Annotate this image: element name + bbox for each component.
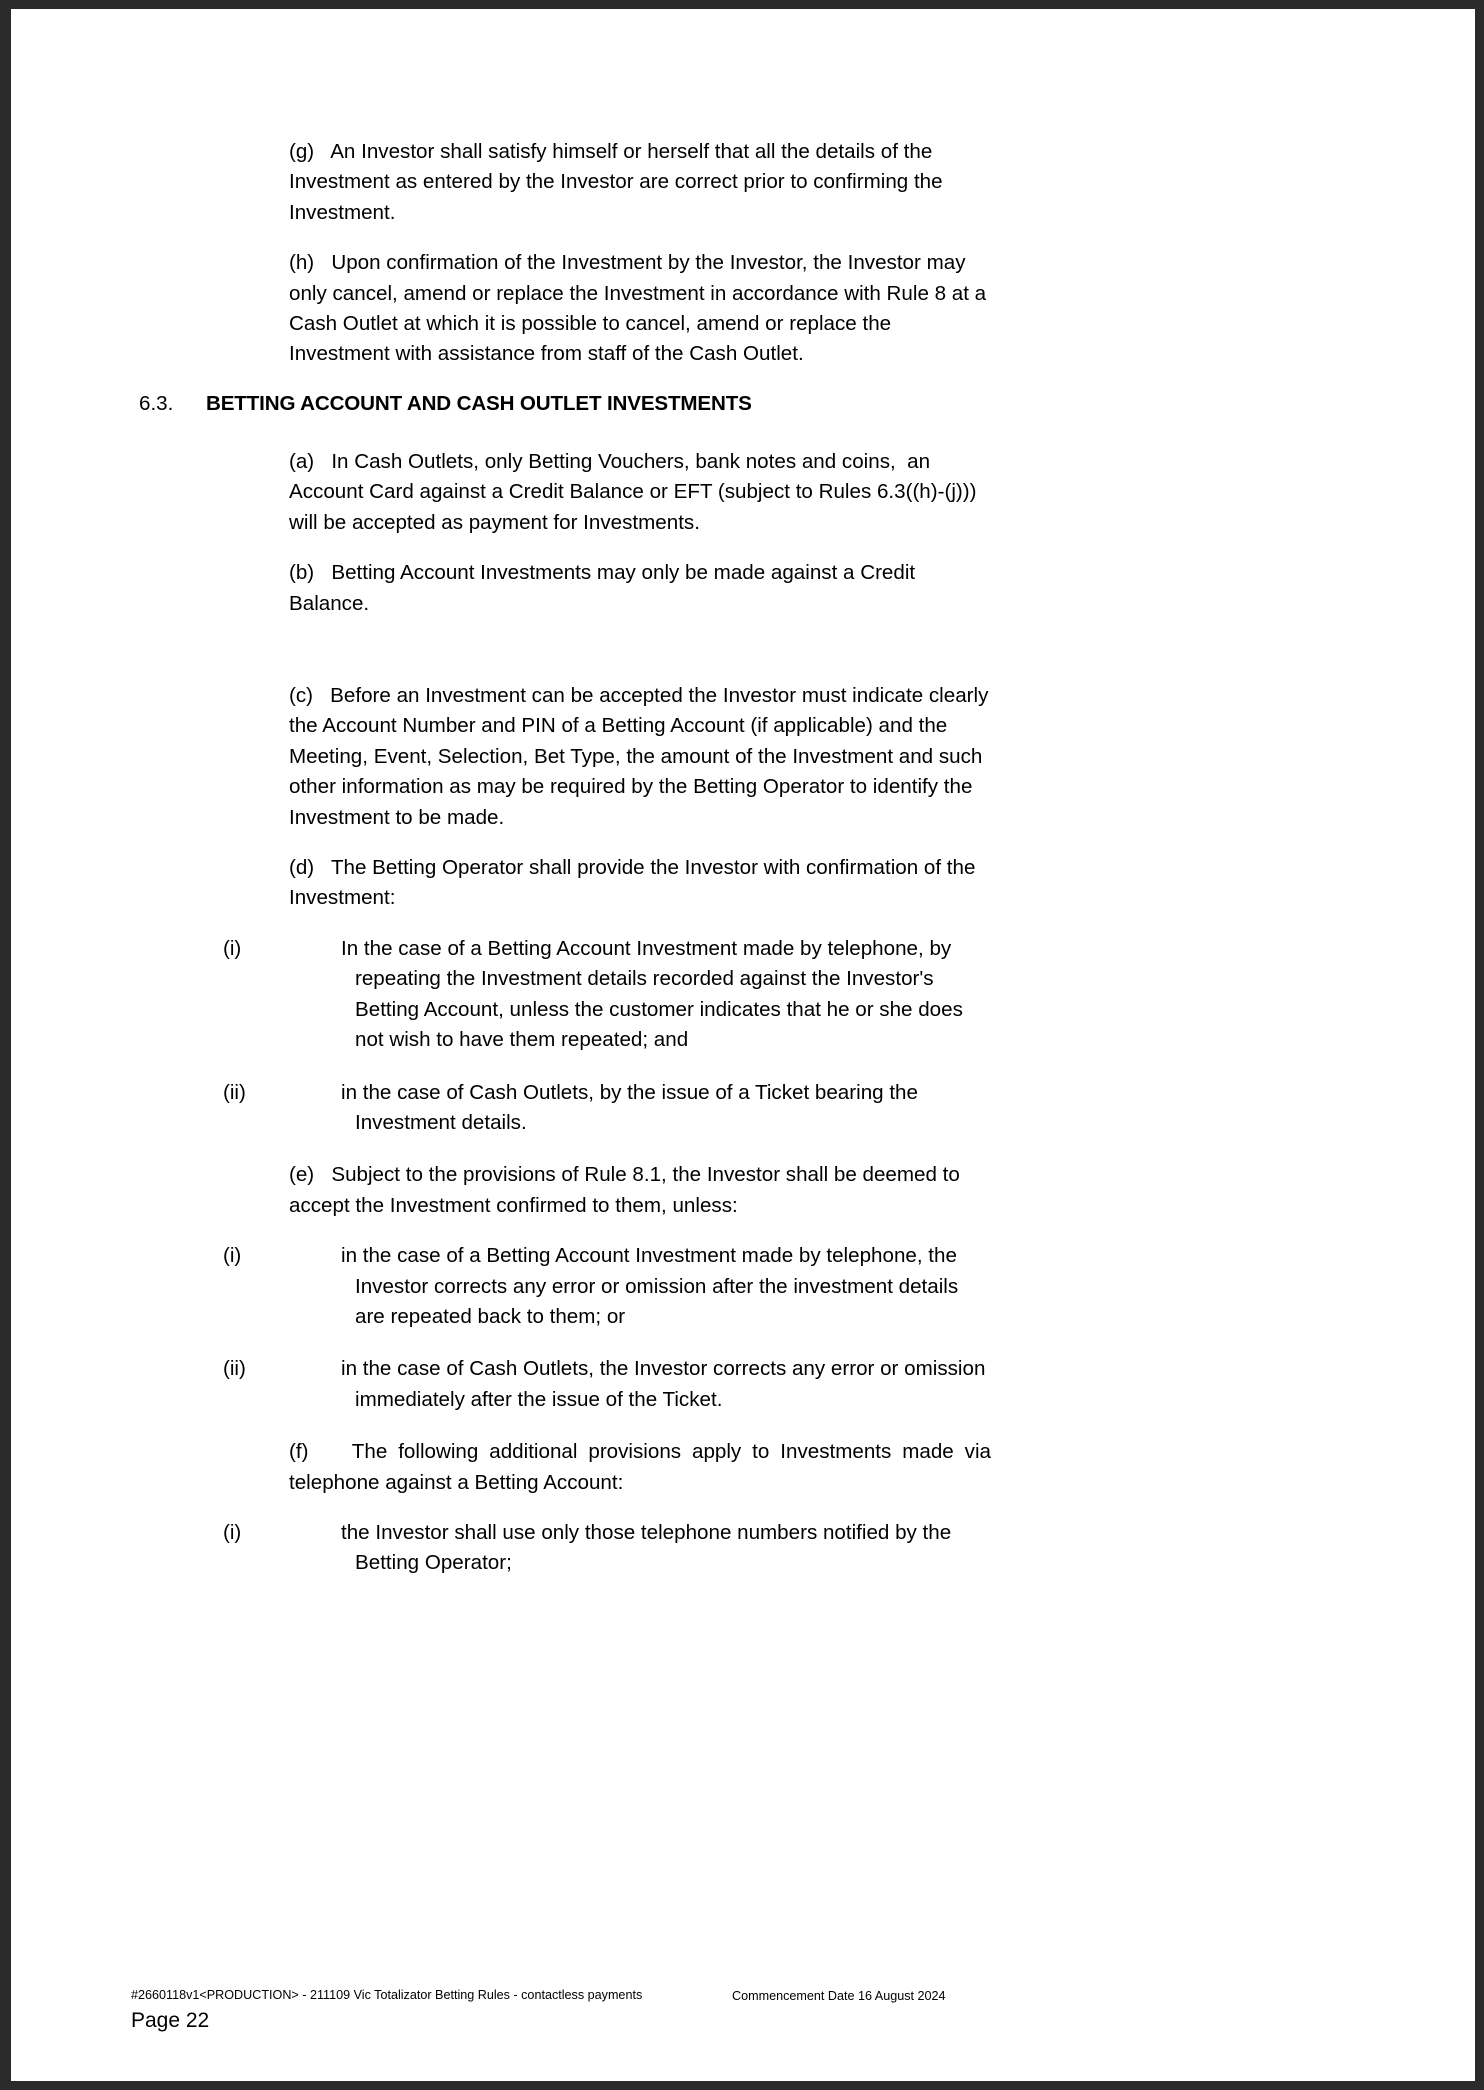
clause-b: (b) Betting Account Investments may only be made against a Credit Balance. — [289, 561, 921, 615]
footer-page-number: Page 22 — [131, 2009, 210, 2032]
clause-e-subitem-ii — [223, 1354, 992, 1415]
list-marker: (i) — [223, 936, 242, 960]
list-item-text: the Investor shall use only those telephone numbers notified by the Betting Operator; — [341, 1520, 957, 1575]
body-column — [289, 137, 992, 392]
list-marker: (i) — [223, 1244, 242, 1268]
clause-e: (e) Subject to the provisions of Rule 8.1, the Investor shall be deemed to accept the Investment confirmed to them, unless: — [289, 1163, 966, 1217]
clause-f: (f) The following additional provisions apply to Investments made via telephone against a Betting Account: — [289, 1440, 997, 1494]
clause-e-subitem-i — [223, 1241, 991, 1332]
list-marker: (i) — [223, 1520, 242, 1544]
clause-f-subitem-i — [223, 1518, 991, 1579]
list-item-text: in the case of Cash Outlets, the Investor corrects any error or omission immediately after the issue of the Ticket. — [341, 1357, 992, 1411]
section-title: BETTING ACCOUNT AND CASH OUTLET INVESTMENTS — [206, 392, 752, 415]
clause-d: (d) The Betting Operator shall provide the Investor with confirmation of the Investment: — [289, 856, 982, 910]
footer-row — [131, 1987, 1415, 2009]
clause-a: (a) In Cash Outlets, only Betting Vouchers, bank notes and coins, an Account Card against a Credit Balance or EFT (subject to Rules 6.3((h)-(j))) will be accepted as payment for Investments. — [289, 450, 983, 534]
clause-column — [223, 447, 997, 1601]
document-page — [11, 9, 1475, 2081]
list-marker: (ii) — [223, 1080, 246, 1104]
clause-d-subitem-ii — [223, 1078, 991, 1139]
list-item-text: in the case of a Betting Account Investment made by telephone, the Investor corrects any error or omission after the investment details are repeated back to them; or — [341, 1244, 964, 1328]
section-number: 6.3. — [139, 392, 174, 415]
list-item-text: in the case of Cash Outlets, by the issue of a Ticket bearing the Investment details. — [341, 1080, 924, 1134]
list-item-text: In the case of a Betting Account Investment made by telephone, by repeating the Investment details recorded against the Investor's Betting Account, unless the customer indicates that he or she does not wish to have them repeated; and — [341, 936, 969, 1052]
clause-h: (h) Upon confirmation of the Investment by the Investor, the Investor may only cancel, amend or replace the Investment in accordance with Rule 8 at a Cash Outlet at which it is possible to cancel, amend or replace the Investment with assistance from staff of the Cash Outlet. — [289, 251, 992, 366]
page-footer — [131, 1987, 1415, 2032]
footer-commencement-date: Commencement Date 16 August 2024 — [732, 1989, 946, 2003]
clause-g: (g) An Investor shall satisfy himself or herself that all the details of the Investment as entered by the Investor are correct prior to confirming the Investment. — [289, 140, 949, 224]
page-content — [11, 9, 1475, 2081]
section-heading — [139, 390, 999, 418]
footer-document-reference: #2660118v1<PRODUCTION> - 211109 Vic Totalizator Betting Rules - contactless payments — [131, 1988, 643, 2002]
clause-d-subitem-i — [223, 934, 991, 1056]
clause-c: (c) Before an Investment can be accepted the Investor must indicate clearly the Account Number and PIN of a Betting Account (if applicable) and the Meeting, Event, Selection, Bet Type, the amount of the Investment and such other information as may be required by the Betting Operator to identify the Investment to be made. — [289, 684, 995, 829]
list-marker: (ii) — [223, 1357, 246, 1381]
